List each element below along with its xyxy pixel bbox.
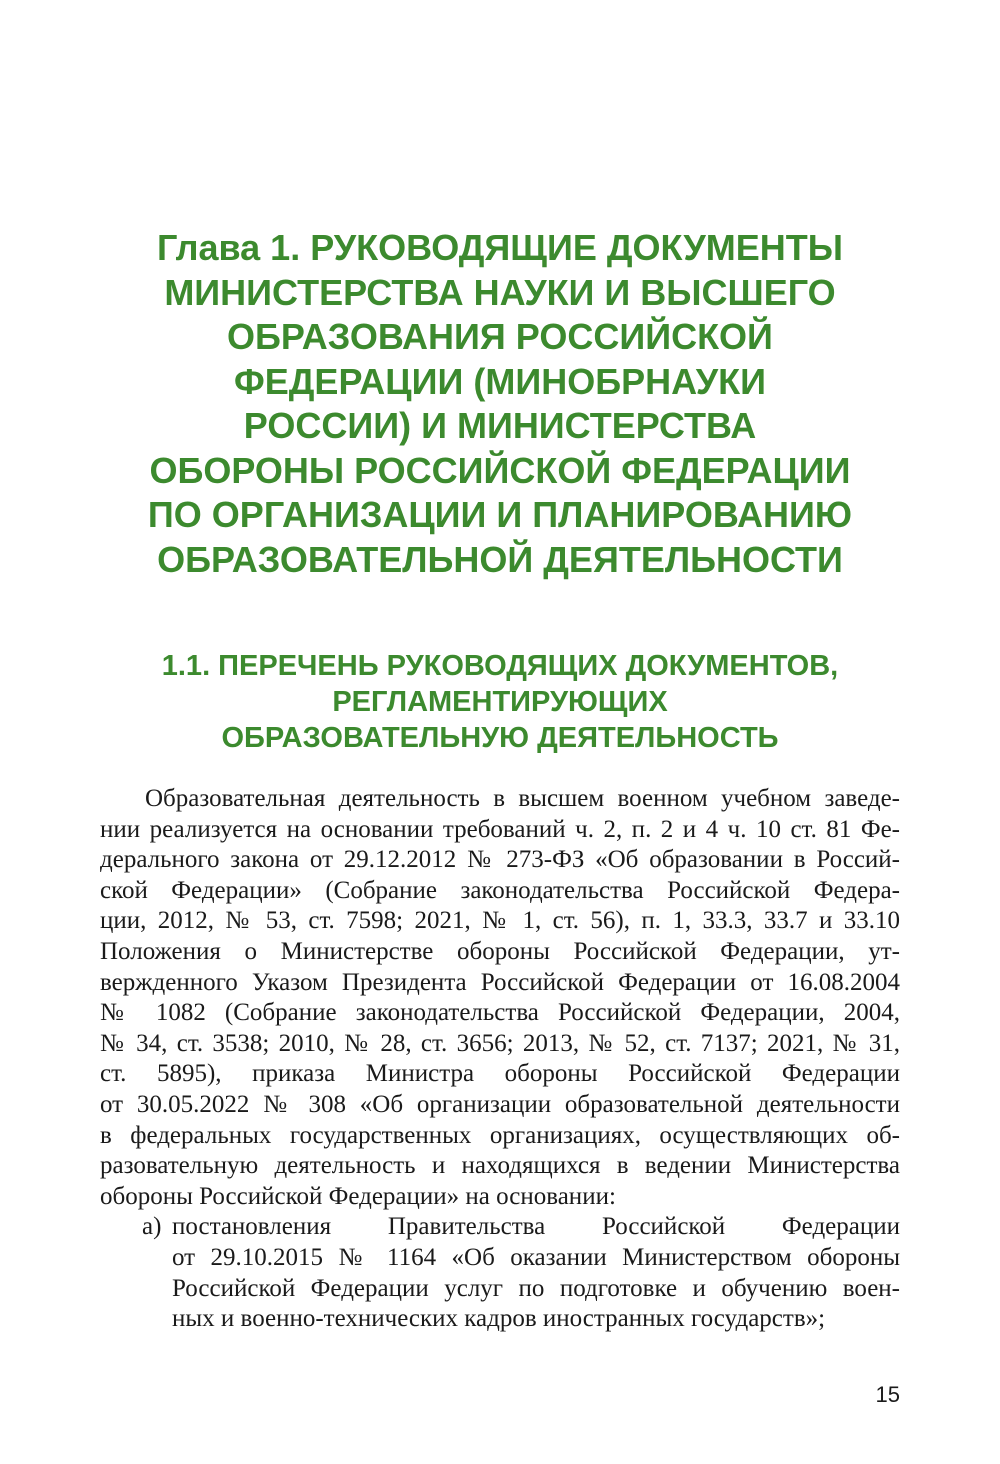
section-title <box>100 648 900 756</box>
list-marker: а) <box>142 1213 162 1241</box>
paragraph-line: в федеральных государственных организациях, осуществляющих об- <box>100 1121 900 1149</box>
paragraph-line: нии реализуется на основании требований ч. 2, п. 2 и 4 ч. 10 ст. 81 Фе- <box>100 815 900 843</box>
list-item-line: ных и военно-технических кадров иностранных государств»; <box>172 1305 826 1333</box>
paragraph-line: № 1082 (Собрание законодательства Российской Федерации, 2004, <box>100 999 900 1027</box>
paragraph-line: разовательную деятельность и находящихся в ведении Министерства <box>100 1152 900 1180</box>
paragraph-line: № 34, ст. 3538; 2010, № 28, ст. 3656; 2013, № 52, ст. 7137; 2021, № 31, <box>100 1029 900 1057</box>
paragraph-line: Положения о Министерстве обороны Российской Федерации, ут- <box>100 937 900 965</box>
paragraph-line: обороны Российской Федерации» на основании: <box>100 1182 616 1210</box>
paragraph-line: ской Федерации» (Собрание законодательства Российской Федера- <box>100 876 900 904</box>
paragraph-line: ст. 5895), приказа Министра обороны Российской Федерации <box>100 1060 900 1088</box>
chapter-title-line: Глава 1. РУКОВОДЯЩИЕ ДОКУМЕНТЫ <box>157 227 843 268</box>
section-title-line: РЕГЛАМЕНТИРУЮЩИХ <box>332 686 668 718</box>
list-item-line: от 29.10.2015 № 1164 «Об оказании Министерством обороны <box>172 1243 900 1271</box>
section-title-line: 1.1. ПЕРЕЧЕНЬ РУКОВОДЯЩИХ ДОКУМЕНТОВ, <box>161 650 839 682</box>
chapter-title-line: ОБРАЗОВАНИЯ РОССИЙСКОЙ <box>227 316 773 357</box>
chapter-title <box>100 226 900 582</box>
paragraph-line: Образовательная деятельность в высшем военном учебном заведе- <box>145 785 900 812</box>
chapter-title-line: ФЕДЕРАЦИИ (МИНОБРНАУКИ <box>234 360 766 402</box>
body-text <box>100 784 900 1335</box>
paragraph-line: дерального закона от 29.12.2012 № 273-ФЗ «Об образовании в Россий- <box>100 846 900 874</box>
body-paragraph <box>100 784 900 1212</box>
paragraph-line: от 30.05.2022 № 308 «Об организации образовательной деятельности <box>100 1090 900 1118</box>
chapter-title-line: ПО ОРГАНИЗАЦИИ И ПЛАНИРОВАНИЮ <box>147 494 853 535</box>
page-number: 15 <box>875 1382 900 1407</box>
paragraph-line: вержденного Указом Президента Российской Федерации от 16.08.2004 <box>100 968 900 996</box>
list-item <box>100 1212 900 1334</box>
section-title-line: ОБРАЗОВАТЕЛЬНУЮ ДЕЯТЕЛЬНОСТЬ <box>221 722 779 754</box>
chapter-title-line: РОССИИ) И МИНИСТЕРСТВА <box>243 405 757 446</box>
list-item-line: постановления Правительства Российской Федерации <box>172 1213 900 1241</box>
list-item-line: Российской Федерации услуг по подготовке и обучению воен- <box>172 1274 900 1302</box>
chapter-title-line: ОБРАЗОВАТЕЛЬНОЙ ДЕЯТЕЛЬНОСТИ <box>157 538 843 580</box>
chapter-title-line: ОБОРОНЫ РОССИЙСКОЙ ФЕДЕРАЦИИ <box>149 449 851 491</box>
paragraph-line: ции, 2012, № 53, ст. 7598; 2021, № 1, ст. 56), п. 1, 33.3, 33.7 и 33.10 <box>100 907 900 935</box>
chapter-title-line: МИНИСТЕРСТВА НАУКИ И ВЫСШЕГО <box>164 271 836 313</box>
